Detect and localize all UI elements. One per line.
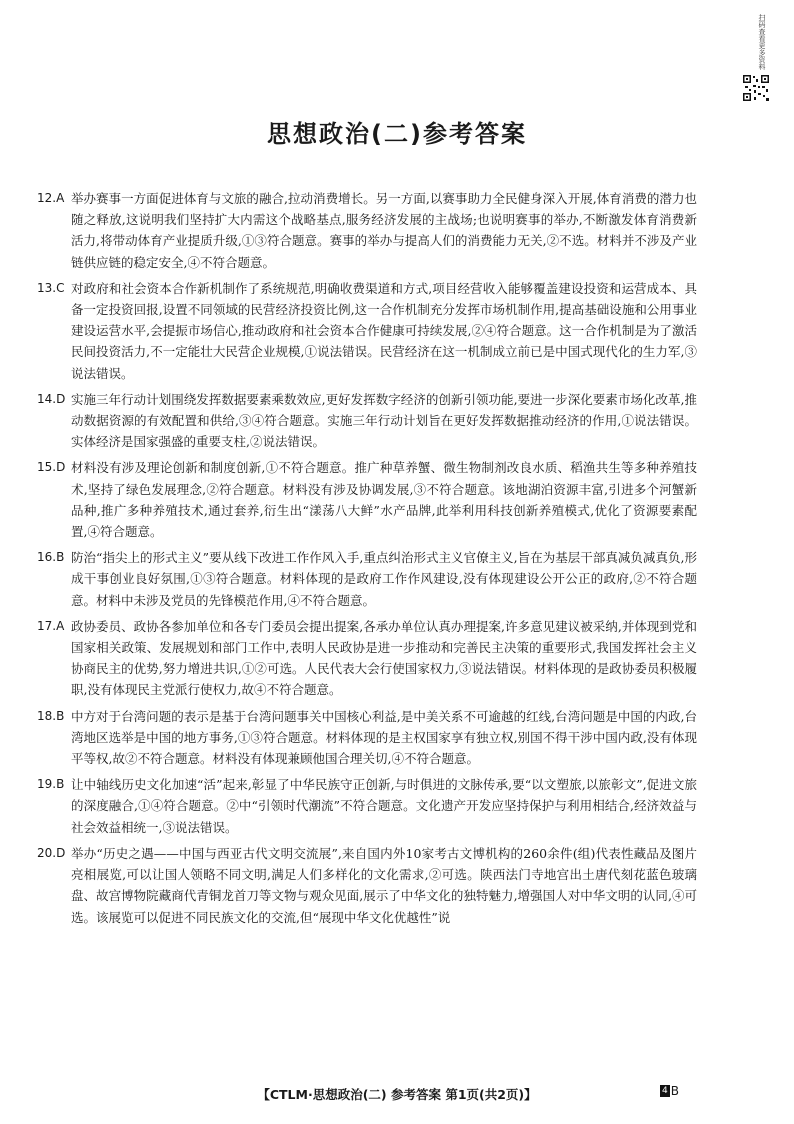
answer-item-13 xyxy=(37,278,697,384)
answer-number: 17.A xyxy=(37,618,65,633)
qr-caption: 扫码查看更多资料 xyxy=(758,14,766,70)
answer-text: 政协委员、政协各参加单位和各专门委员会提出提案,各承办单位认真办理提案,许多意见建议被采纳,并体现到党和国家相关政策、发展规划和部门工作中,表明人民政协是进一步推动和完善民主决策的重要形式,我国发挥社会主义协商民主的优势,努力增进共识,①②可选。人民代表大会行使国家权力,③说法错误。材料体现的是政协委员积极履职,没有体现民主党派行使权力,故④不符合题意。 xyxy=(71,618,697,698)
answer-text: 对政府和社会资本合作新机制作了系统规范,明确收费渠道和方式,项目经营收入能够覆盖建设投资和运营成本、具备一定投资回报,设置不同领域的民营经济投资比例,这一合作机制充分发挥市场机制作用,提高基础设施和公用事业建设运营水平,会提振市场信心,推动政府和社会资本合作健康可持续发展,②④符合题意。这一合作机制是为了激活民间投资活力,不一定能壮大民营企业规模,①说法错误。民营经济在这一机制成立前已是中国式现代化的生力军,③说法错误。 xyxy=(71,280,697,381)
answer-number: 20.D xyxy=(37,845,66,860)
answer-text: 材料没有涉及理论创新和制度创新,①不符合题意。推广种草养蟹、微生物制剂改良水质、稻渔共生等多种养殖技术,坚持了绿色发展理念,②符合题意。材料没有涉及协调发展,③不符合题意。该地湖泊资源丰富,引进多个河蟹新品种,推广多种养殖技术,通过套养,衍生出“漾荡八大鲜”水产品牌,此举利用科技创新养殖模式,优化了资源要素配置,④符合题意。 xyxy=(71,460,697,540)
qr-code-block[interactable] xyxy=(742,14,772,104)
answer-number: 19.B xyxy=(37,777,65,792)
answer-list xyxy=(37,188,697,933)
answer-text: 防治“指尖上的形式主义”要从线下改进工作作风入手,重点纠治形式主义官僚主义,旨在为基层干部真减负减真负,形成干事创业良好氛围,①③符合题意。材料体现的是政府工作作风建设,没有体现建设公开公正的政府,②不符合题意。材料中未涉及党员的先锋模范作用,④不符合题意。 xyxy=(71,550,697,608)
answer-item-17 xyxy=(37,616,697,701)
answer-number: 16.B xyxy=(37,550,65,565)
answer-text: 让中轴线历史文化加速“活”起来,彰显了中华民族守正创新,与时俱进的文脉传承,要“以文塑旅,以旅彰文”,促进文旅的深度融合,①④符合题意。②中“引领时代潮流”不符合题意。文化遗产开发应坚持保护与利用相结合,经济效益与社会效益相统一,③说法错误。 xyxy=(71,777,697,835)
answer-item-16 xyxy=(37,547,697,611)
answer-text: 举办赛事一方面促进体育与文旅的融合,拉动消费增长。另一方面,以赛事助力全民健身深入开展,体育消费的潜力也随之释放,这说明我们坚持扩大内需这个战略基点,服务经济发展的主战场;也说明赛事的举办,不断激发体育消费新活力,将带动体育产业提质升级,①③符合题意。赛事的举办与提高人们的消费能力无关,②不选。材料并不涉及产业链供应链的稳定安全,④不符合题意。 xyxy=(71,191,697,270)
answer-number: 13.C xyxy=(37,280,65,295)
answer-item-20 xyxy=(37,843,697,928)
answer-item-15 xyxy=(37,457,697,542)
answer-item-14 xyxy=(37,389,697,453)
footer-badge: 4 xyxy=(662,1086,668,1096)
answer-number: 18.B xyxy=(37,708,65,723)
answer-text: 中方对于台湾问题的表示是基于台湾问题事关中国核心利益,是中美关系不可逾越的红线,台湾问题是中国的内政,台湾地区选举是中国的地方事务,①③符合题意。材料体现的是主权国家享有独立权,别国不得干涉中国内政,没有体现平等权,故②不符合题意。材料没有体现兼顾他国合理关切,④不符合题意。 xyxy=(71,708,697,767)
footer-mark-letter: B xyxy=(670,1084,679,1098)
page-title: 思想政治(二)参考答案 xyxy=(267,120,527,148)
answer-number: 15.D xyxy=(37,460,66,475)
qr-code-icon xyxy=(742,74,770,102)
page-footer: 【CTLM·思想政治(二) 参考答案 第1页(共2页)】 xyxy=(257,1087,537,1102)
answer-text: 实施三年行动计划围绕发挥数据要素乘数效应,更好发挥数字经济的创新引领功能,要进一步深化要素市场化改革,推动数据资源的有效配置和供给,③④符合题意。实施三年行动计划旨在更好发挥数据推动经济的作用,①说法错误。实体经济是国家强盛的重要支柱,②说法错误。 xyxy=(71,391,697,450)
answer-item-18 xyxy=(37,706,697,770)
answer-item-12 xyxy=(37,188,697,273)
footer-version-mark xyxy=(660,1084,679,1098)
answer-number: 14.D xyxy=(37,391,66,406)
answer-number: 12.A xyxy=(37,191,65,205)
answer-text: 举办“历史之遇——中国与西亚古代文明交流展”,来自国内外10家考古文博机构的260余件(组)代表性藏品及图片亮相展览,可以让国人领略不同文明,满足人们多样化的文化需求,②可选。陕西法门寺地宫出土唐代刻花蓝色玻璃盘、故宫博物院藏商代青铜龙首刀等文物与观众见面,展示了中华文化的独特魅力,增强国人对中华文明的认同,④可选。该展览可以促进不同民族文化的交流,但“展现中华文化优越性”说 xyxy=(71,845,697,925)
answer-item-19 xyxy=(37,774,697,838)
